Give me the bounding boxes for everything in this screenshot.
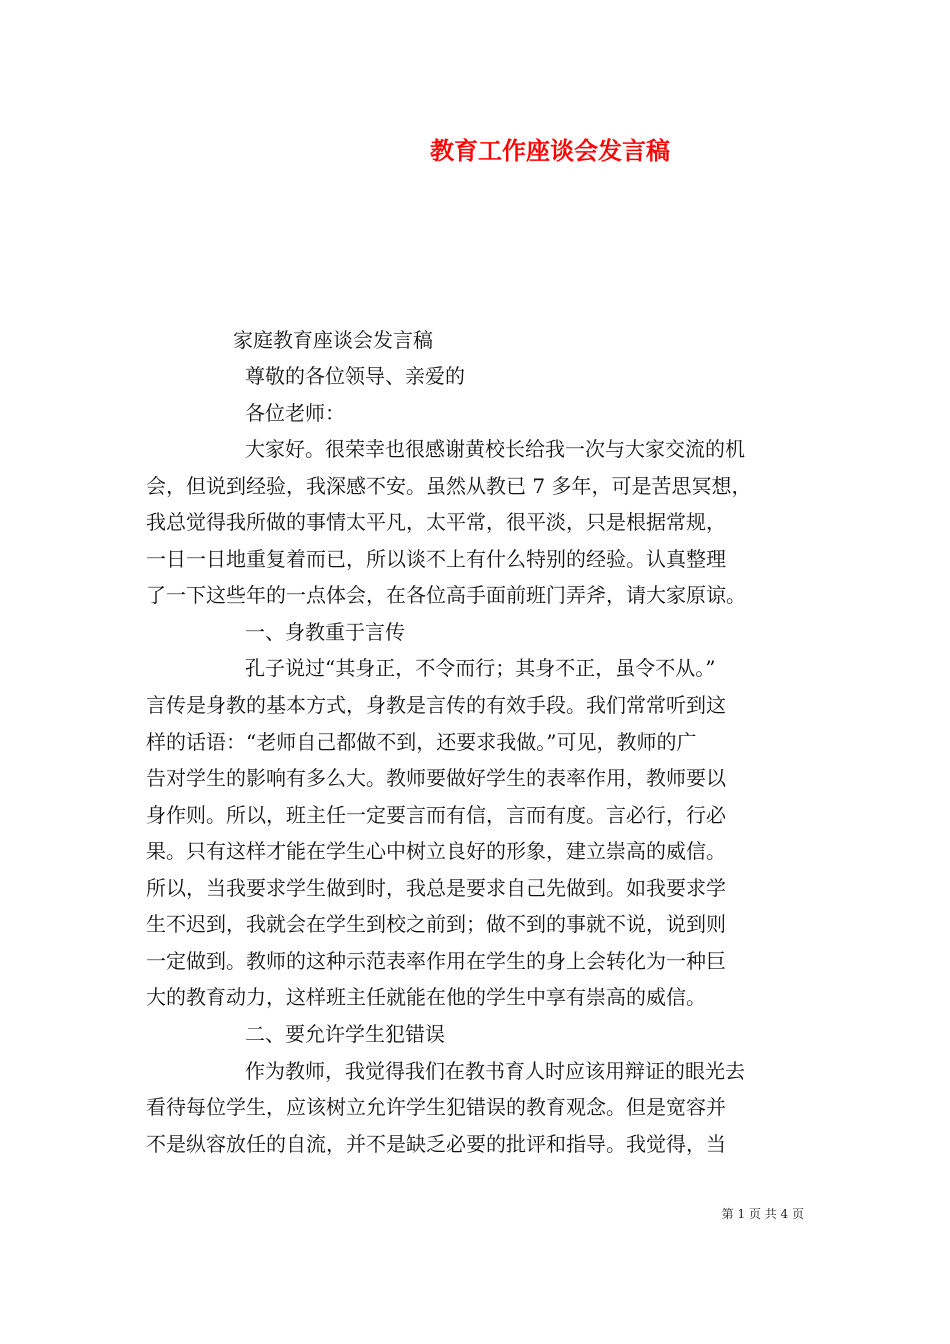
section-heading-2: 二、要允许学生犯错误 [245,1022,445,1046]
body-line-subtitle: 家庭教育座谈会发言稿 [233,328,433,352]
body-line: 我总觉得我所做的事情太平凡，太平常，很平淡，只是根据常规， [146,510,726,534]
body-line: 所以，当我要求学生做到时，我总是要求自己先做到。如我要求学 [146,876,726,900]
body-line: 果。只有这样才能在学生心中树立良好的形象，建立崇高的威信。 [146,839,726,863]
body-line: 言传是身教的基本方式，身教是言传的有效手段。我们常常听到这 [146,693,726,717]
body-line: 会，但说到经验，我深感不安。虽然从教已 7 多年，可是苦思冥想， [146,474,752,498]
body-line-salutation: 尊敬的各位领导、亲爱的 [245,364,465,388]
body-line: 作为教师，我觉得我们在教书育人时应该用辩证的眼光去 [245,1059,745,1083]
body-line: 孔子说过“其身正，不令而行；其身不正，虽令不从。” [245,656,716,680]
body-line-salutation-2: 各位老师： [245,401,345,425]
body-line: 不是纵容放任的自流，并不是缺乏必要的批评和指导。我觉得，当 [146,1132,726,1156]
body-line: 告对学生的影响有多么大。教师要做好学生的表率作用，教师要以 [146,766,726,790]
body-line: 样的话语：“老师自己都做不到，还要求我做。”可见，教师的广 [146,730,697,754]
document-title: 教育工作座谈会发言稿 [430,136,670,165]
body-line: 看待每位学生，应该树立允许学生犯错误的教育观念。但是宽容并 [146,1095,726,1119]
body-line: 一定做到。教师的这种示范表率作用在学生的身上会转化为一种巨 [146,949,726,973]
body-line: 身作则。所以，班主任一定要言而有信，言而有度。言必行，行必 [146,803,726,827]
body-line: 大的教育动力，这样班主任就能在他的学生中享有崇高的威信。 [146,985,706,1009]
body-line: 了一下这些年的一点体会，在各位高手面前班门弄斧，请大家原谅。 [146,583,746,607]
body-line: 生不迟到，我就会在学生到校之前到；做不到的事就不说，说到则 [146,912,726,936]
section-heading-1: 一、身教重于言传 [245,620,405,644]
body-line: 一日一日地重复着而已，所以谈不上有什么特别的经验。认真整理 [146,547,726,571]
page-number-footer: 第 1 页 共 4 页 [721,1207,804,1221]
body-line: 大家好。很荣幸也很感谢黄校长给我一次与大家交流的机 [245,437,745,461]
